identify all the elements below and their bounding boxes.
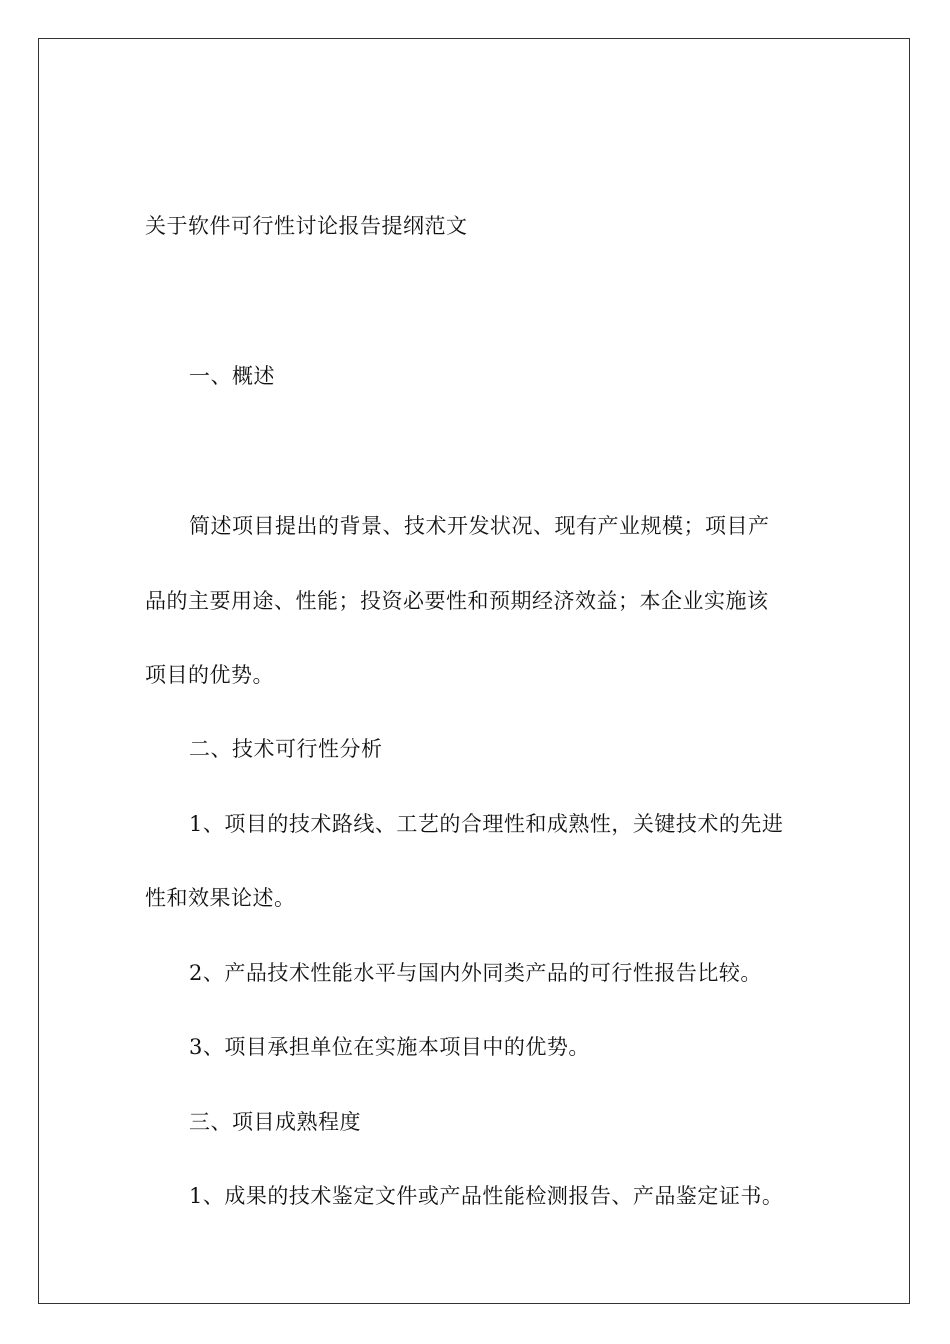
section-heading-technical-feasibility: 二、技术可行性分析 (189, 737, 383, 761)
overview-paragraph-line: 品的主要用途、性能；投资必要性和预期经济效益；本企业实施该 (145, 589, 769, 613)
maturity-item-1: 1、成果的技术鉴定文件或产品性能检测报告、产品鉴定证书。 (189, 1184, 784, 1208)
section-heading-maturity: 三、项目成熟程度 (189, 1110, 361, 1134)
section-heading-overview: 一、概述 (189, 364, 275, 388)
technical-item-1-line: 性和效果论述。 (145, 886, 296, 910)
technical-item-3: 3、项目承担单位在实施本项目中的优势。 (189, 1035, 590, 1059)
technical-item-2: 2、产品技术性能水平与国内外同类产品的可行性报告比较。 (189, 961, 762, 985)
overview-paragraph-line: 简述项目提出的背景、技术开发状况、现有产业规模；项目产 (189, 514, 770, 538)
document-title: 关于软件可行性讨论报告提纲范文 (145, 214, 468, 238)
technical-item-1-line: 1、项目的技术路线、工艺的合理性和成熟性，关键技术的先进 (189, 812, 784, 836)
overview-paragraph-line: 项目的优势。 (145, 663, 274, 687)
